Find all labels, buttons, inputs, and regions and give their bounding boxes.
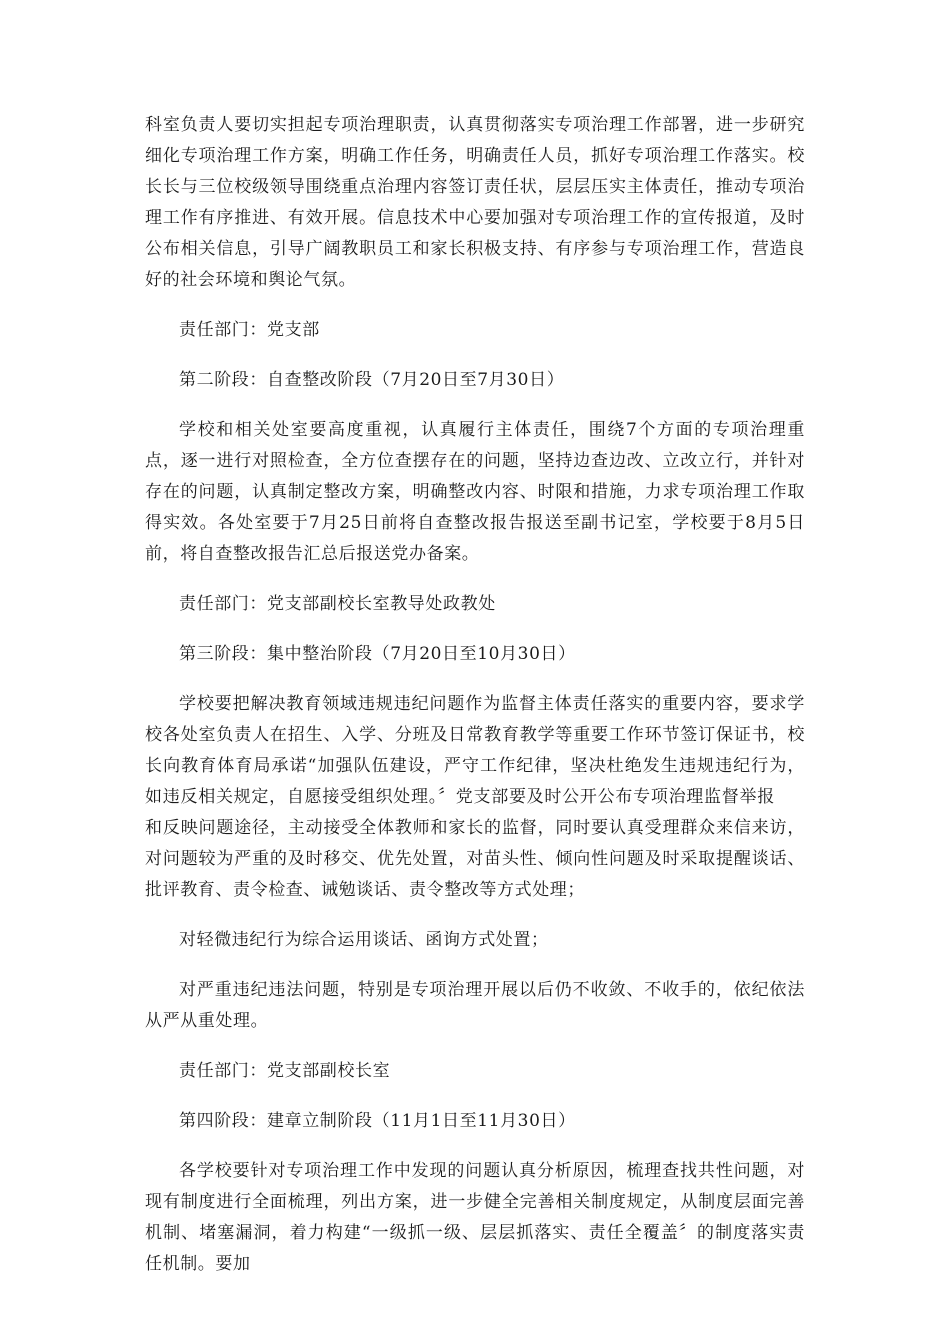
stage-three-body [145, 689, 805, 906]
stage-four-body: 各学校要针对专项治理工作中发现的问题认真分析原因，梳理查找共性问题，对现有制度进行全面梳理，列出方案，进一步健全完善相关制度规定，从制度层面完善机制、堵塞漏洞，着力构建“一级抓一级、层层抓落实、责任全覆盖〞的制度落实责任机制。要加 [145, 1161, 805, 1274]
responsible-department-line: 责任部门：党支部副校长室教导处政教处 [179, 594, 496, 614]
stage-two-body: 学校和相关处室要高度重视，认真履行主体责任，围绕7个方面的专项治理重点，逐一进行对照检查，全方位查摆存在的问题，坚持边查边改、立改立行，并针对存在的问题，认真制定整改方案，明确整改内容、时限和措施，力求专项治理工作取得实效。各处室要于7月25日前将自查整改报告报送至副书记室，学校要于8月5日前，将自查整改报告汇总后报送党办备案。 [145, 420, 805, 564]
stage-three-body-part-2: 和反映问题途径，主动接受全体教师和家长的监督，同时要认真受理群众来信来访，对问题较为严重的及时移交、优先处置，对苗头性、倾向性问题及时采取提醒谈话、批评教育、责令检查、诫勉谈话、责令整改等方式处理； [145, 818, 805, 900]
responsible-department-line: 责任部门：党支部 [179, 320, 320, 340]
minor-violation-paragraph: 对轻微违纪行为综合运用谈话、函询方式处置； [179, 930, 549, 950]
stage-two-heading: 第二阶段：自查整改阶段（7月20日至7月30日） [179, 370, 565, 390]
stage-three-body-part-1: 学校要把解决教育领域违规违纪问题作为监督主体责任落实的重要内容，要求学校各处室负责人在招生、入学、分班及日常教育教学等重要工作环节签订保证书，校长向教育体育局承诺“加强队伍建设，严守工作纪律，坚决杜绝发生违规违纪行为，如违反相关规定，自愿接受组织处理。〞党支部要及时公开公布专项治理监督举报 [145, 694, 805, 807]
paragraph-continuation: 科室负责人要切实担起专项治理职责，认真贯彻落实专项治理工作部署，进一步研究细化专项治理工作方案，明确工作任务，明确责任人员，抓好专项治理工作落实。校长长与三位校级领导围绕重点治理内容签订责任状，层层压实主体责任，推动专项治理工作有序推进、有效开展。信息技术中心要加强对专项治理工作的宣传报道，及时公布相关信息，引导广阔教职员工和家长积极支持、有序参与专项治理工作，营造良好的社会环境和舆论气氛。 [145, 115, 805, 290]
responsible-department-line: 责任部门：党支部副校长室 [179, 1061, 391, 1081]
document-page [145, 110, 805, 1299]
stage-four-heading: 第四阶段：建章立制阶段（11月1日至11月30日） [179, 1111, 576, 1131]
stage-three-heading: 第三阶段：集中整治阶段（7月20日至10月30日） [179, 644, 576, 664]
serious-violation-paragraph: 对严重违纪违法问题，特别是专项治理开展以后仍不收敛、不收手的，依纪依法从严从重处理。 [145, 980, 805, 1031]
